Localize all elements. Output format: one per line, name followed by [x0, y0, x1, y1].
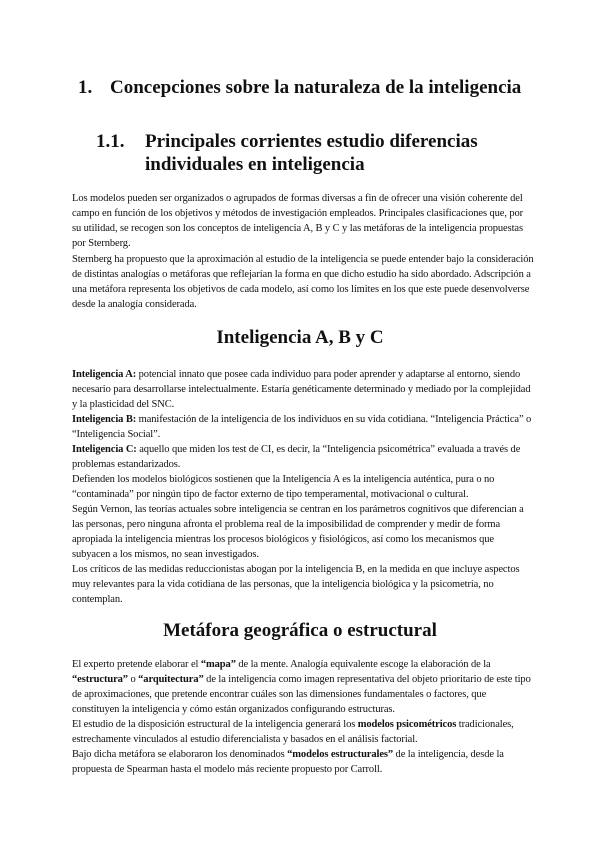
definition-b: [72, 412, 534, 442]
map-text-3: de la inteligencia como imagen representativa del objeto prioritario de este tipo de aproximaciones, que pretende encontrar cuáles son las dimensiones fundamentales o factores, que constituyen la inteligencia y cómo están organizados configurando estructuras.: [72, 674, 531, 715]
map-paragraph: [72, 657, 534, 717]
heading-2: [96, 130, 546, 176]
structure-term: “estructura”: [72, 674, 128, 685]
heading-2-number: 1.1.: [96, 131, 125, 152]
definition-a-label: Inteligencia A:: [72, 369, 137, 380]
intro-paragraph: Los modelos pueden ser organizados o agrupados de formas diversas a fin de ofrecer una visión coherente del campo en función de los objetivos y métodos de investigación empleados. Principales clasificaciones que, por su utilidad, se recogen son los conceptos de inteligencia A, B y C y las metáforas de la inteligencia propuestas por Sternberg.: [72, 193, 524, 249]
architecture-term: “arquitectura”: [138, 674, 204, 685]
definition-a-text: potencial innato que posee cada individuo para poder aprender y adaptarse al entorno, siendo necesario para desarrollarse intelectualmente. Estaría genéticamente determinado y mediado por la complejidad y la plasticidad del SNC.: [72, 369, 531, 410]
definition-a: [72, 367, 534, 412]
psychometric-term: modelos psicométricos: [357, 719, 457, 730]
psychometric-paragraph: [72, 717, 534, 747]
structural-models-paragraph: [72, 747, 534, 777]
definition-c-text: aquello que miden los test de CI, es decir, la “Inteligencia psicométrica” evaluada a través de problemas estandarizados.: [72, 444, 521, 470]
definition-c-label: Inteligencia C:: [72, 444, 137, 455]
definition-c: [72, 442, 534, 472]
critics-paragraph: Los críticos de las medidas reduccionistas abogan por la inteligencia B, en la medida en que incluye aspectos muy relevantes para la vida cotidiana de las personas, que la inteligencia biológica y la psicometría, no contemplan.: [72, 564, 520, 605]
heading-1-text: Concepciones sobre la naturaleza de la inteligencia: [110, 77, 522, 98]
map-text-1: El experto pretende elaborar el: [72, 659, 201, 670]
section-title-abc: Inteligencia A, B y C: [216, 327, 384, 348]
heading-2-text: Principales corrientes estudio diferencias individuales en inteligencia: [145, 131, 478, 175]
structural-models-term: “modelos estructurales”: [287, 749, 394, 760]
map-term: “mapa”: [200, 659, 236, 670]
psychometric-text-2: tradicionales, estrechamente vinculados al estudio diferencialista y basados en el análisis factorial.: [72, 719, 514, 745]
map-text-or: o: [127, 674, 139, 685]
biological-models-paragraph: Defienden los modelos biológicos sostienen que la Inteligencia A es la inteligencia auténtica, pura o no “contaminada” por ningún tipo de factor externo de tipo temperamental, motivacional o cultural.: [72, 474, 495, 500]
definition-b-label: Inteligencia B:: [72, 414, 137, 425]
section-title-geographic: Metáfora geográfica o estructural: [163, 620, 437, 641]
structural-text-2: de la inteligencia, desde la propuesta de Spearman hasta el modelo más reciente propuesto por Carroll.: [72, 749, 504, 775]
psychometric-text-1: El estudio de la disposición estructural de la inteligencia generará los: [72, 719, 358, 730]
heading-1: [78, 76, 538, 100]
definition-b-text: manifestación de la inteligencia de los individuos en su vida cotidiana. “Inteligencia Práctica” o “Inteligencia Social”.: [72, 414, 532, 440]
heading-1-number: 1.: [78, 77, 93, 98]
vernon-paragraph: Según Vernon, las teorías actuales sobre inteligencia se centran en los parámetros cognitivos que diferencian a las personas, pero ninguna afronta el problema real de la imposibilidad de comprender y medir de forma apropiada la inteligencia mientras los procesos biológicos y fisiológicos, así como los mecanismos que subyacen a los mismos, no sean investigados.: [72, 504, 524, 560]
structural-text-1: Bajo dicha metáfora se elaboraron los denominados: [72, 749, 288, 760]
map-text-2: de la mente. Analogía equivalente escoge la elaboración de la: [235, 659, 491, 670]
sternberg-paragraph: Sternberg ha propuesto que la aproximación al estudio de la inteligencia se puede entender bajo la consideración de distintas analogías o metáforas que reflejarían la forma en que dicho estudio ha sido abordado. Adscripción a una metáfora representa los objetivos de cada modelo, así como los límites en los que este puede desenvolverse desde la analogía considerada.: [72, 254, 534, 310]
